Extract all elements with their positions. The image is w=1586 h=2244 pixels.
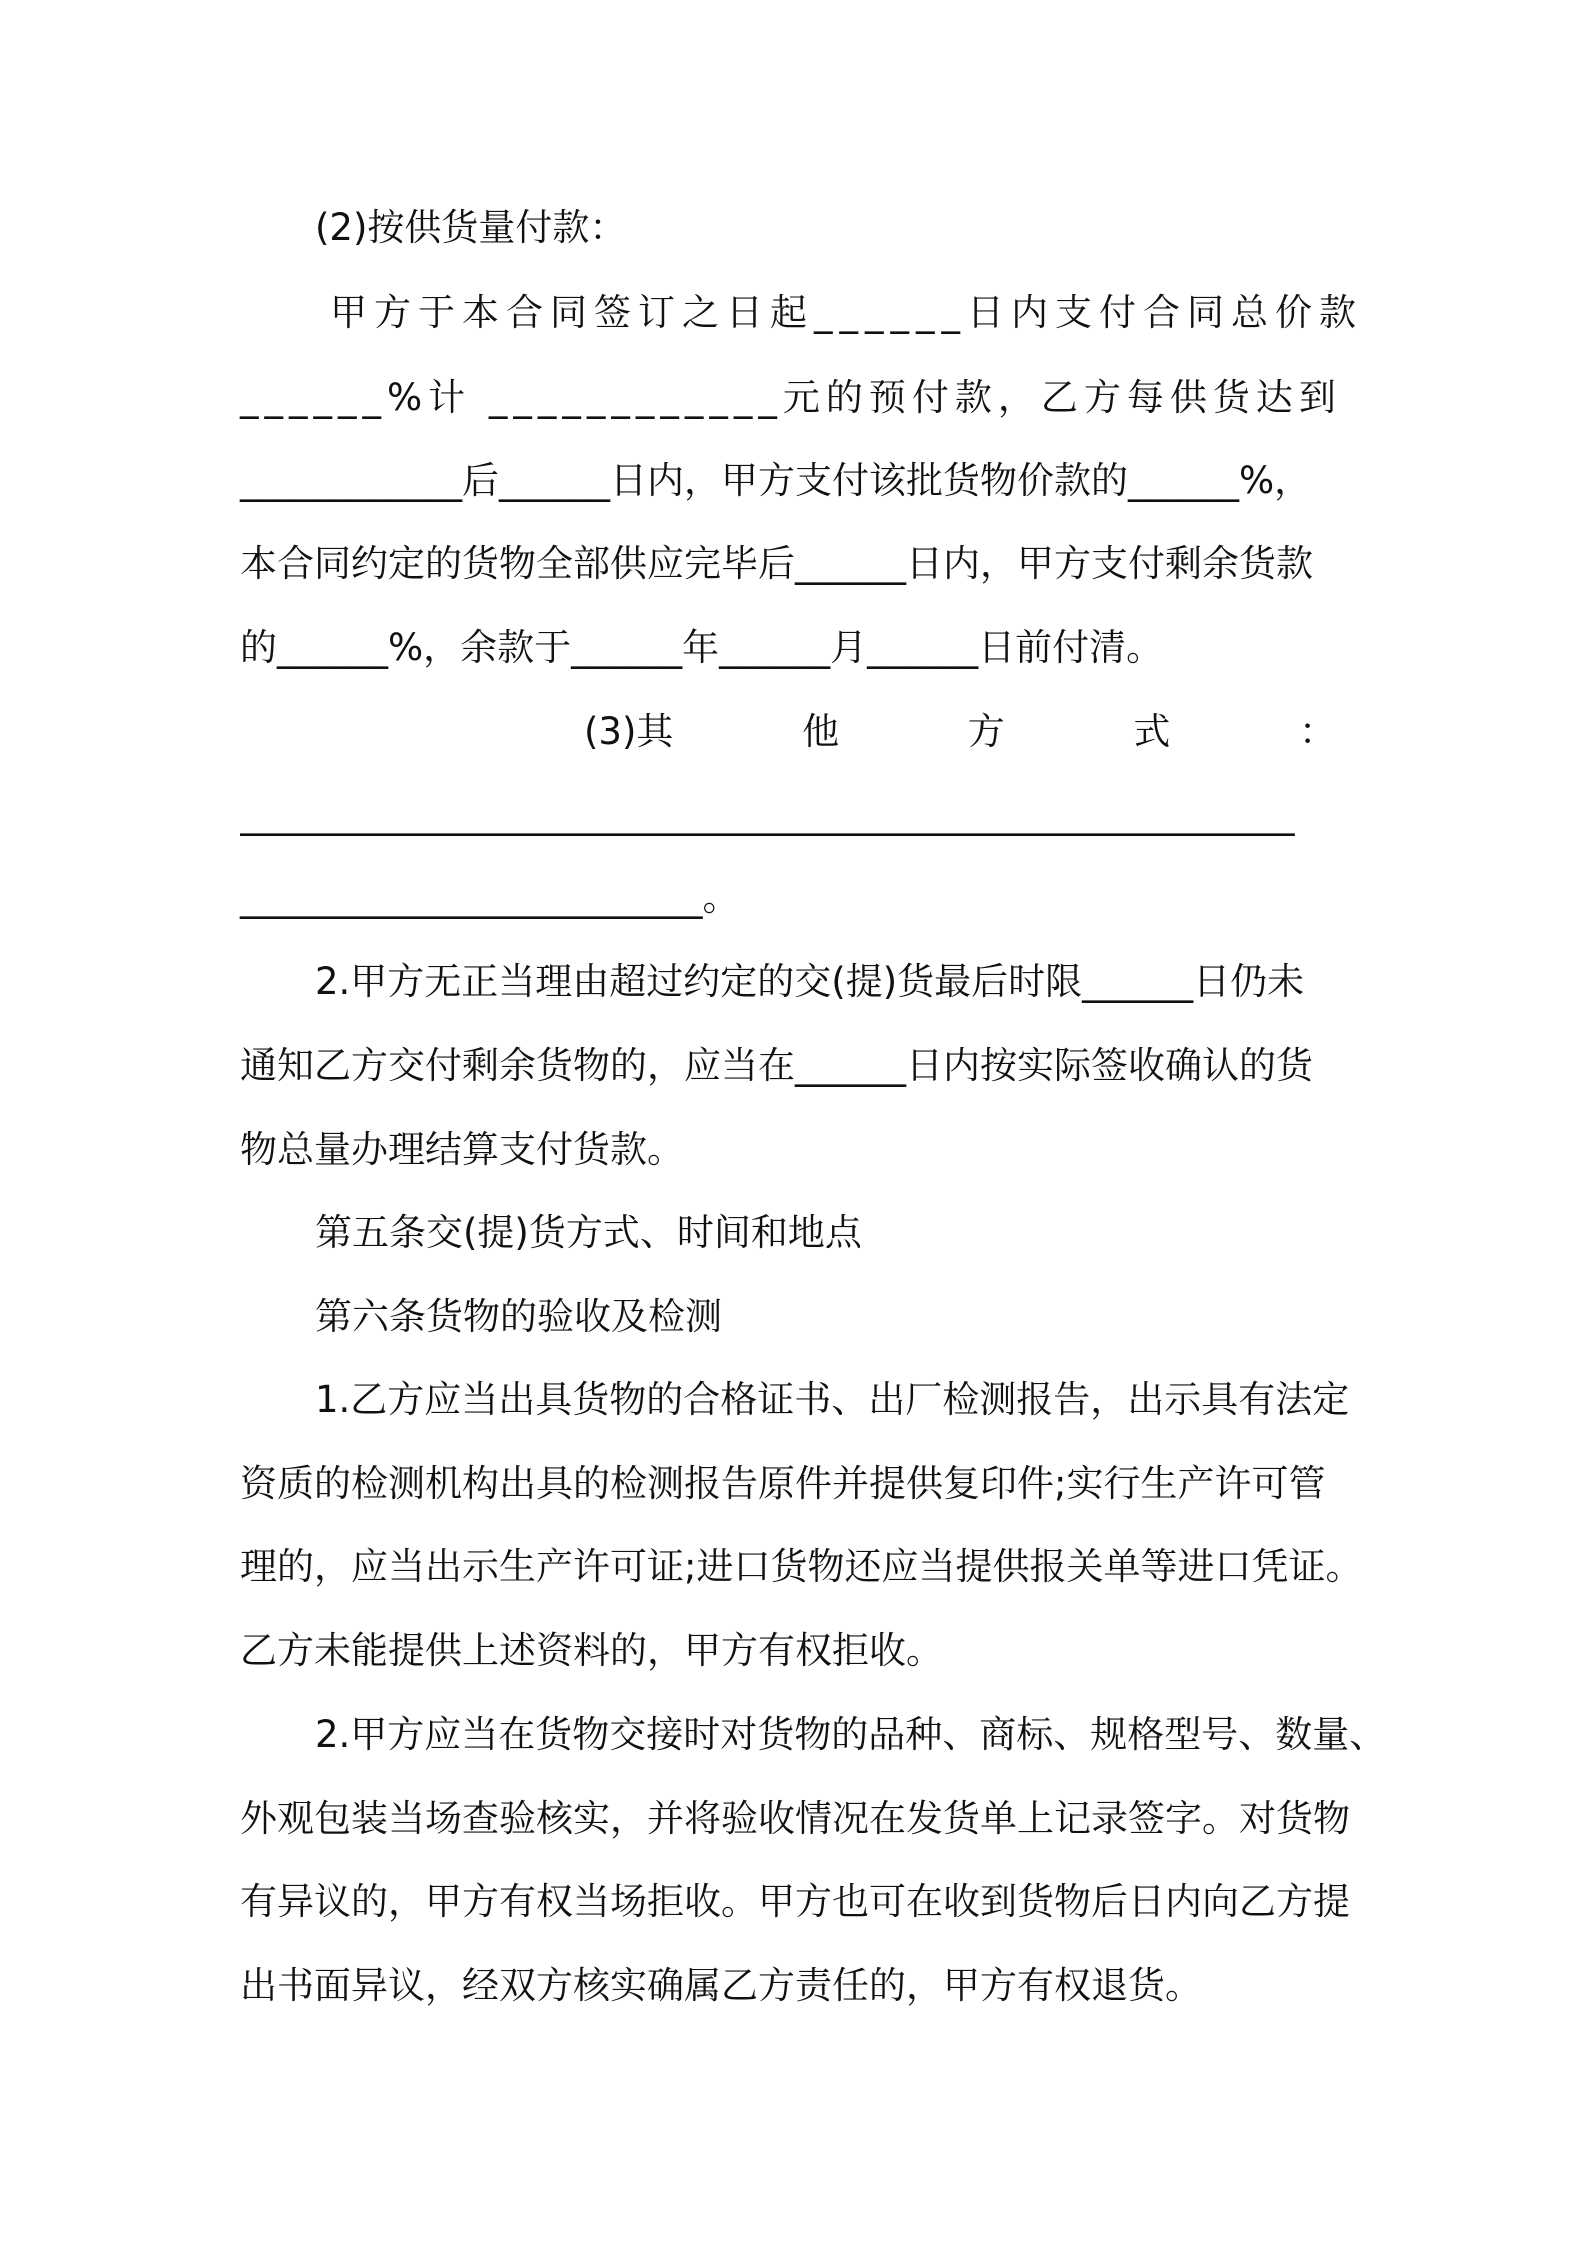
other-method-part-3: 方 — [967, 710, 1005, 753]
text-line-5: 的______%，余款于______年______月______日前付清。 — [240, 626, 1164, 669]
text-line-1-content: 甲方于本合同签订之日起______日内支付合同总价款 — [330, 291, 1363, 334]
article-6-item-1-line-2: 资质的检测机构出具的检测报告原件并提供复印件;实行生产许可管 — [240, 1462, 1326, 1505]
article-6-item-2-line-4: 出书面异议，经双方核实确属乙方责任的，甲方有权退货。 — [240, 1964, 1202, 2007]
other-method-part-2: 他 — [802, 710, 840, 753]
article-6-item-1-line-1: 1.乙方应当出具货物的合格证书、出厂检测报告，出示具有法定 — [315, 1378, 1350, 1421]
text-line-1 — [330, 283, 1363, 343]
article-6-heading: 第六条货物的验收及检测 — [315, 1295, 722, 1338]
clause-2-line-3: 物总量办理结算支付货款。 — [240, 1128, 684, 1171]
other-method-part-1: (3)其 — [584, 710, 674, 753]
clause-other-method-heading — [584, 702, 1336, 762]
text-line-3: ____________后______日内，甲方支付该批货物价款的______%， — [240, 459, 1312, 502]
clause-2-line-2: 通知乙方交付剩余货物的，应当在______日内按实际签收确认的货 — [240, 1044, 1313, 1087]
article-6-item-2-line-2: 外观包装当场查验核实，并将验收情况在发货单上记录签字。对货物 — [240, 1797, 1350, 1840]
article-6-item-2-line-1: 2.甲方应当在货物交接时对货物的品种、商标、规格型号、数量、 — [315, 1713, 1387, 1756]
blank-line-2: _________________________。 — [240, 876, 740, 919]
clause-2-line-1: 2.甲方无正当理由超过约定的交(提)货最后时限______日仍未 — [315, 960, 1305, 1003]
article-6-item-2-line-3: 有异议的，甲方有权当场拒收。甲方也可在收到货物后日内向乙方提 — [240, 1880, 1350, 1923]
article-5-heading: 第五条交(提)货方式、时间和地点 — [315, 1211, 862, 1254]
text-line-2: ______%计 ____________元的预付款，乙方每供货达到 — [240, 376, 1342, 419]
clause-payment-by-quantity-heading: (2)按供货量付款： — [315, 206, 627, 249]
article-6-item-1-line-4: 乙方未能提供上述资料的，甲方有权拒收。 — [240, 1629, 943, 1672]
text-line-4: 本合同约定的货物全部供应完毕后______日内，甲方支付剩余货款 — [240, 542, 1313, 585]
blank-line-1: _________________________________________________________ — [240, 793, 1295, 836]
other-method-part-4: 式 — [1133, 710, 1171, 753]
other-method-part-5: ： — [1298, 710, 1336, 753]
article-6-item-1-line-3: 理的，应当出示生产许可证;进口货物还应当提供报关单等进口凭证。 — [240, 1545, 1363, 1588]
